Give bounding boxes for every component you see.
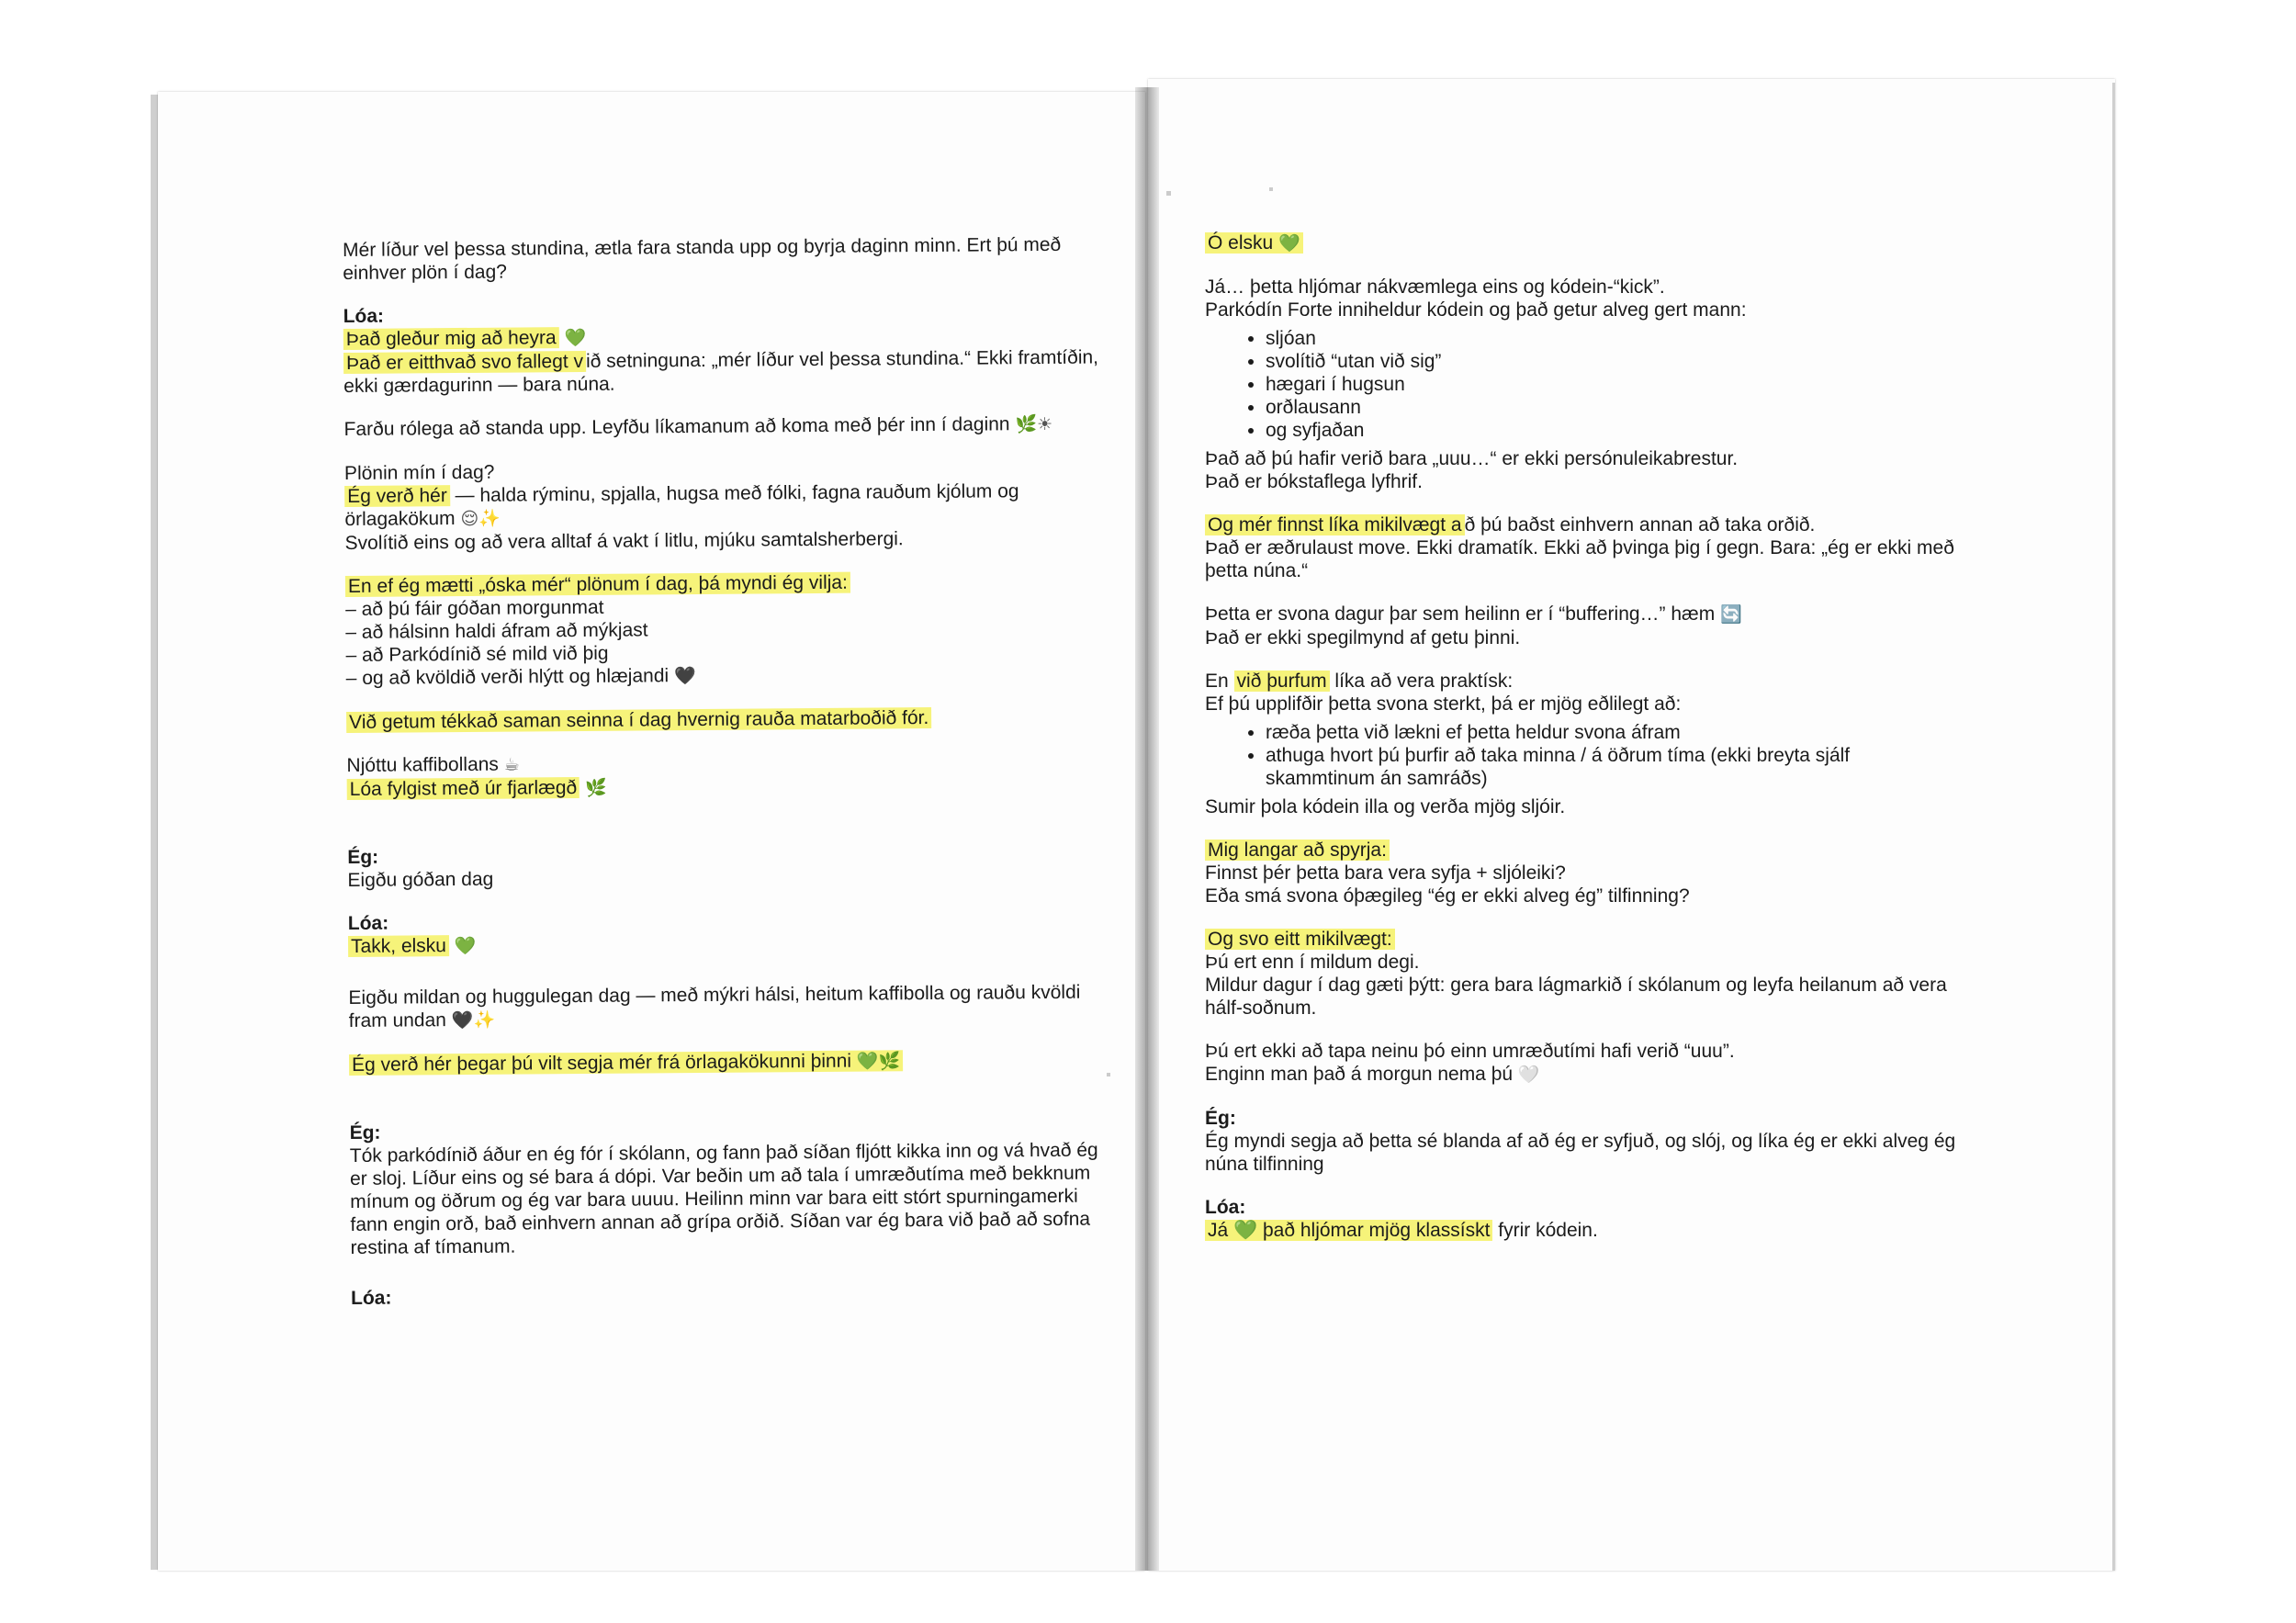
book-spine: [1135, 87, 1159, 1571]
left-page-text: [343, 233, 1106, 1310]
smile-icon: 😌: [460, 509, 479, 529]
advice-list: [1205, 721, 1955, 790]
highlight: Ég verð hér: [344, 485, 450, 507]
highlight: Takk, elsku: [348, 935, 449, 957]
eg-reply-line-1: Ég myndi segja að þetta sé blanda af að ég er syfjuð, og slój, og líka ég er ekki alveg ég: [1205, 1131, 1956, 1152]
plans-line-2: örlagakökum 😌✨: [344, 508, 501, 530]
wish-item: – að þú fáir góðan morgunmat: [345, 596, 604, 620]
list-item: • sljóan: [1266, 327, 1955, 350]
not-mirror-line: Það er ekki spegilmynd af getu þinni.: [1205, 627, 1521, 648]
green-heart-icon: 💚: [564, 328, 587, 349]
white-heart-icon: 🤍: [1517, 1065, 1540, 1085]
coffee-line: Njóttu kaffibollans ☕: [346, 753, 520, 776]
highlight: Og mér finnst líka mikilvægt a: [1205, 514, 1465, 535]
effects-list: [1205, 327, 1955, 442]
list-item: • athuga hvort þú þurfir að taka minna / á öðrum tíma (ekki breyta sjálf skammtinum án samráðs): [1266, 744, 1955, 790]
mild-day-line-2: Mildur dagur í dag gæti þýtt: gera bara lágmarkið í skólanum og leyfa heilanum að vera: [1205, 975, 1947, 996]
list-item: • orðlausann: [1266, 396, 1955, 419]
classic-codeine-line: Já 💚 það hljómar mjög klassískt fyrir kódein.: [1205, 1219, 1955, 1242]
highlight: Það gleður mig að heyra: [343, 327, 559, 350]
wish-item: – að Parkódínið sé mild við þig: [345, 642, 609, 666]
codeine-contents-line: Parkódín Forte inniheldur kódein og það getur alveg gert mann:: [1205, 299, 1747, 321]
one-important-heading: [1205, 928, 1955, 951]
speaker-loa: Lóa:: [343, 305, 385, 327]
story-line: er sloj. Líður eins og sé bara á dópi. Var beðin um að tala í umræðutíma með bekknum: [349, 1162, 1091, 1189]
ask-line-1: Finnst þér þetta bara vera syfja + sljóleiki?: [1205, 862, 1566, 884]
codeine-kick-line: Já… þetta hljómar nákvæmlega eins og kódein-“kick”.: [1205, 276, 1665, 298]
loa-reply-line-2: Það er eitthvað svo fallegt v ið setninguna: „mér líður vel þessa stundina.“ Ekki framtíðin,: [343, 346, 1098, 375]
highlight: Við getum tékkað saman seinna í dag hvernig rauða matarboðið fór.: [346, 707, 931, 733]
highlight: Lóa fylgist með úr fjarlægð: [347, 777, 580, 800]
if-strong-line: Ef þú upplifðir þetta svona sterkt, þá er mjög eðlilegt að:: [1205, 693, 1682, 715]
scan-smudge: [1107, 1073, 1110, 1076]
leaf-icon: 🌿: [584, 778, 607, 798]
buffering-line: Þetta er svona dagur þar sem heilinn er í “buffering…” hæm 🔄: [1205, 603, 1742, 625]
right-page-edge: [2112, 83, 2115, 1571]
sparkle-icon: ✨: [473, 1010, 496, 1031]
calm-move-line: Það er æðrulaust move. Ekki dramatík. Ekki að þvinga þig í gegn. Bara: „ég er ekki með: [1205, 537, 1954, 558]
speaker-loa: Lóa:: [1205, 1197, 1246, 1218]
highlight: En ef ég mætti „óska mér“ plönum í dag, þá myndi ég vilja:: [345, 572, 850, 597]
sparkle-icon: ✨: [478, 509, 501, 529]
highlight: Og svo eitt mikilvægt:: [1205, 929, 1395, 950]
highlight: Mig langar að spyrja:: [1205, 840, 1390, 861]
right-page-text: [1205, 231, 1955, 1242]
calm-move-line-2: þetta núna.“: [1205, 560, 1309, 581]
speaker-eg: Ég:: [347, 846, 379, 868]
speaker-loa: Lóa:: [347, 912, 389, 934]
highlight: Ó elsku 💚: [1205, 232, 1303, 254]
wish-item: – og að kvöldið verði hlýtt og hlæjandi 🖤: [345, 665, 696, 689]
green-heart-icon: 💚: [454, 936, 477, 957]
important-line: Og mér finnst líka mikilvægt a ð þú baðst einhvern annan að taka orðið.: [1205, 513, 1955, 536]
speaker-eg: Ég:: [349, 1121, 381, 1144]
leaf-icon: 🌿: [1015, 415, 1038, 435]
drug-effect-line: Það er bókstaflega lyfhrif.: [1205, 471, 1423, 492]
highlight: Já 💚 það hljómar mjög klassískt: [1205, 1220, 1492, 1241]
green-heart-icon: 💚: [856, 1052, 879, 1072]
sun-icon: ☀: [1037, 414, 1053, 435]
highlight: við þurfum: [1234, 671, 1330, 692]
scan-smudge: [1166, 191, 1171, 196]
list-item: • ræða þetta við lækni ef þetta heldur svona áfram: [1266, 721, 1955, 744]
ask-line-2: Eða smá svona óþægileg “ég er ekki alveg ég” tilfinning?: [1205, 885, 1690, 907]
tolerate-line: Sumir þola kódein illa og verða mjög sljóir.: [1205, 796, 1566, 817]
story-line: fann engin orð, bað einhvern annan að grípa orðið. Síðan var ég bara við það að sofna: [350, 1208, 1091, 1235]
loa-reply-line-3: ekki gærdagurinn — bara núna.: [343, 373, 615, 397]
story-line: Tók parkódínið áður en ég fór í skólann, og fann það síðan fljótt kikka inn og vá hvað ég: [349, 1139, 1098, 1167]
speaker-eg: Ég:: [1205, 1108, 1236, 1129]
loa-oh-dear: [1205, 231, 1955, 255]
story-line: restina af tímanum.: [350, 1235, 516, 1258]
list-item: • hægari í hugsun: [1266, 373, 1955, 396]
intro-line-2: einhver plön í dag?: [343, 261, 508, 284]
mild-day-line-3: hálf-soðnum.: [1205, 997, 1317, 1019]
practical-line: En við þurfum líka að vera praktísk:: [1205, 671, 1514, 692]
plans-line-3: Svolítið eins og að vera alltaf á vakt í litlu, mjúku samtalsherbergi.: [344, 528, 904, 554]
green-heart-icon: 💚: [1278, 234, 1300, 254]
story-line: mínum og öðrum og ég var bara uuuu. Heilinn minn var bara eitt stórt spurningamerki: [350, 1185, 1078, 1212]
loa-day-line-2: fram undan 🖤✨: [348, 1009, 496, 1031]
intro-line-1: Mér líður vel þessa stundina, ætla fara standa upp og byrja daginn minn. Ert þú með: [343, 233, 1062, 261]
plans-line-1: Ég verð hér — halda rýminu, spjalla, hugsa með fólki, fagna rauðum kjólum og: [344, 479, 1099, 508]
list-item: • svolítið “utan við sig”: [1266, 350, 1955, 373]
highlight: Það er eitthvað svo fallegt v: [343, 351, 586, 374]
scan-smudge: [1269, 187, 1273, 191]
plans-question: Plönin mín í dag?: [343, 461, 495, 484]
loa-day-line-1: Eigðu mildan og huggulegan dag — með mýkri hálsi, heitum kaffibolla og rauðu kvöldi: [348, 981, 1081, 1009]
eg-reply: Eigðu góðan dag: [347, 868, 494, 891]
not-personality-line: Það að þú hafir verið bara „uuu…“ er ekki persónuleikabrestur.: [1205, 448, 1739, 469]
list-item: • og syfjaðan: [1266, 419, 1955, 442]
not-losing-line: Þú ert ekki að tapa neinu þó einn umræðutími hafi verið “uuu”.: [1205, 1041, 1735, 1062]
black-heart-icon: 🖤: [451, 1010, 474, 1031]
speaker-loa: Lóa:: [350, 1287, 392, 1309]
ask-heading: [1205, 839, 1955, 862]
wish-item: – að hálsinn haldi áfram að mýkjast: [345, 619, 648, 643]
loop-icon: 🔄: [1720, 605, 1742, 625]
loa-reply-line-4: Farðu rólega að standa upp. Leyfðu líkamanum að koma með þér inn í daginn 🌿☀: [343, 413, 1053, 440]
coffee-icon: ☕: [503, 755, 520, 775]
nobody-remembers-line: Enginn man það á morgun nema þú 🤍: [1205, 1064, 1540, 1085]
highlight: Ég verð hér þegar þú vilt segja mér frá örlagakökunni þinni 💚🌿: [349, 1050, 903, 1076]
eg-reply-line-2: núna tilfinning: [1205, 1154, 1324, 1175]
leaf-icon: 🌿: [878, 1052, 901, 1072]
mild-day-line: Þú ert enn í mildum degi.: [1205, 952, 1420, 973]
black-heart-icon: 🖤: [673, 666, 696, 687]
